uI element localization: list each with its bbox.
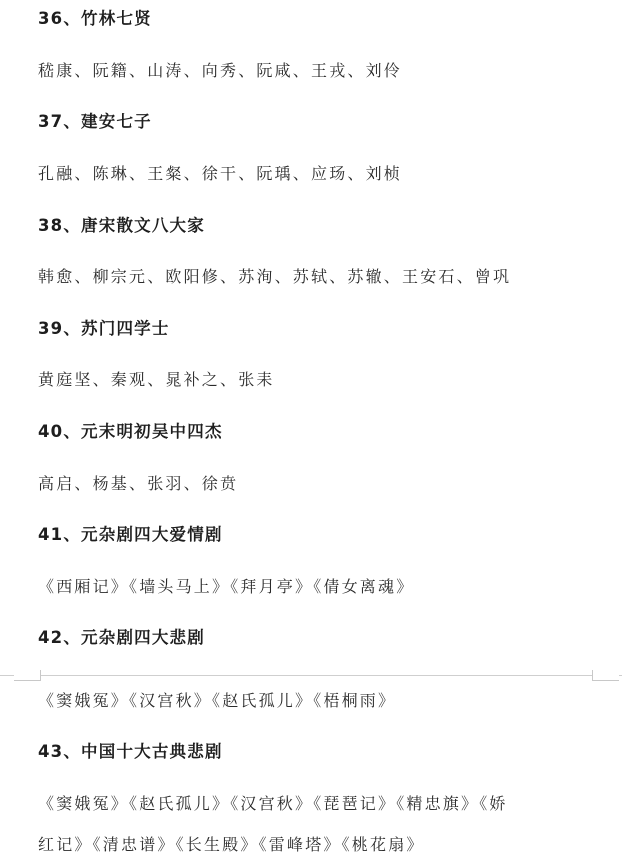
heading-39: 39、苏门四学士 [38,319,170,338]
text-37: 孔融、陈琳、王粲、徐干、阮瑀、应玚、刘桢 [38,164,403,183]
page-corner-mark-right [592,670,619,681]
text-40: 高启、杨基、张羽、徐贲 [38,474,239,493]
heading-40: 40、元末明初吴中四杰 [38,422,223,441]
heading-43: 43、中国十大古典悲剧 [38,742,223,761]
page-break-rule [0,675,622,676]
heading-38: 38、唐宋散文八大家 [38,216,205,235]
text-36: 嵇康、阮籍、山涛、向秀、阮咸、王戎、刘伶 [38,61,403,80]
heading-36: 36、竹林七贤 [38,9,152,28]
text-41: 《西厢记》《墙头马上》《拜月亭》《倩女离魂》 [38,577,415,596]
text-43-line-1: 《窦娥冤》《赵氏孤儿》《汉宫秋》《琵琶记》《精忠旗》《娇 [38,794,508,813]
text-42: 《窦娥冤》《汉宫秋》《赵氏孤儿》《梧桐雨》 [38,691,397,710]
page-break-divider [0,670,622,682]
heading-41: 41、元杂剧四大爱情剧 [38,525,223,544]
text-38: 韩愈、柳宗元、欧阳修、苏洵、苏轼、苏辙、王安石、曾巩 [38,267,512,286]
page-corner-mark-left [14,670,41,681]
text-43-line-2: 红记》《清忠谱》《长生殿》《雷峰塔》《桃花扇》 [38,835,425,854]
text-39: 黄庭坚、秦观、晁补之、张耒 [38,370,275,389]
heading-42: 42、元杂剧四大悲剧 [38,628,205,647]
heading-37: 37、建安七子 [38,112,152,131]
